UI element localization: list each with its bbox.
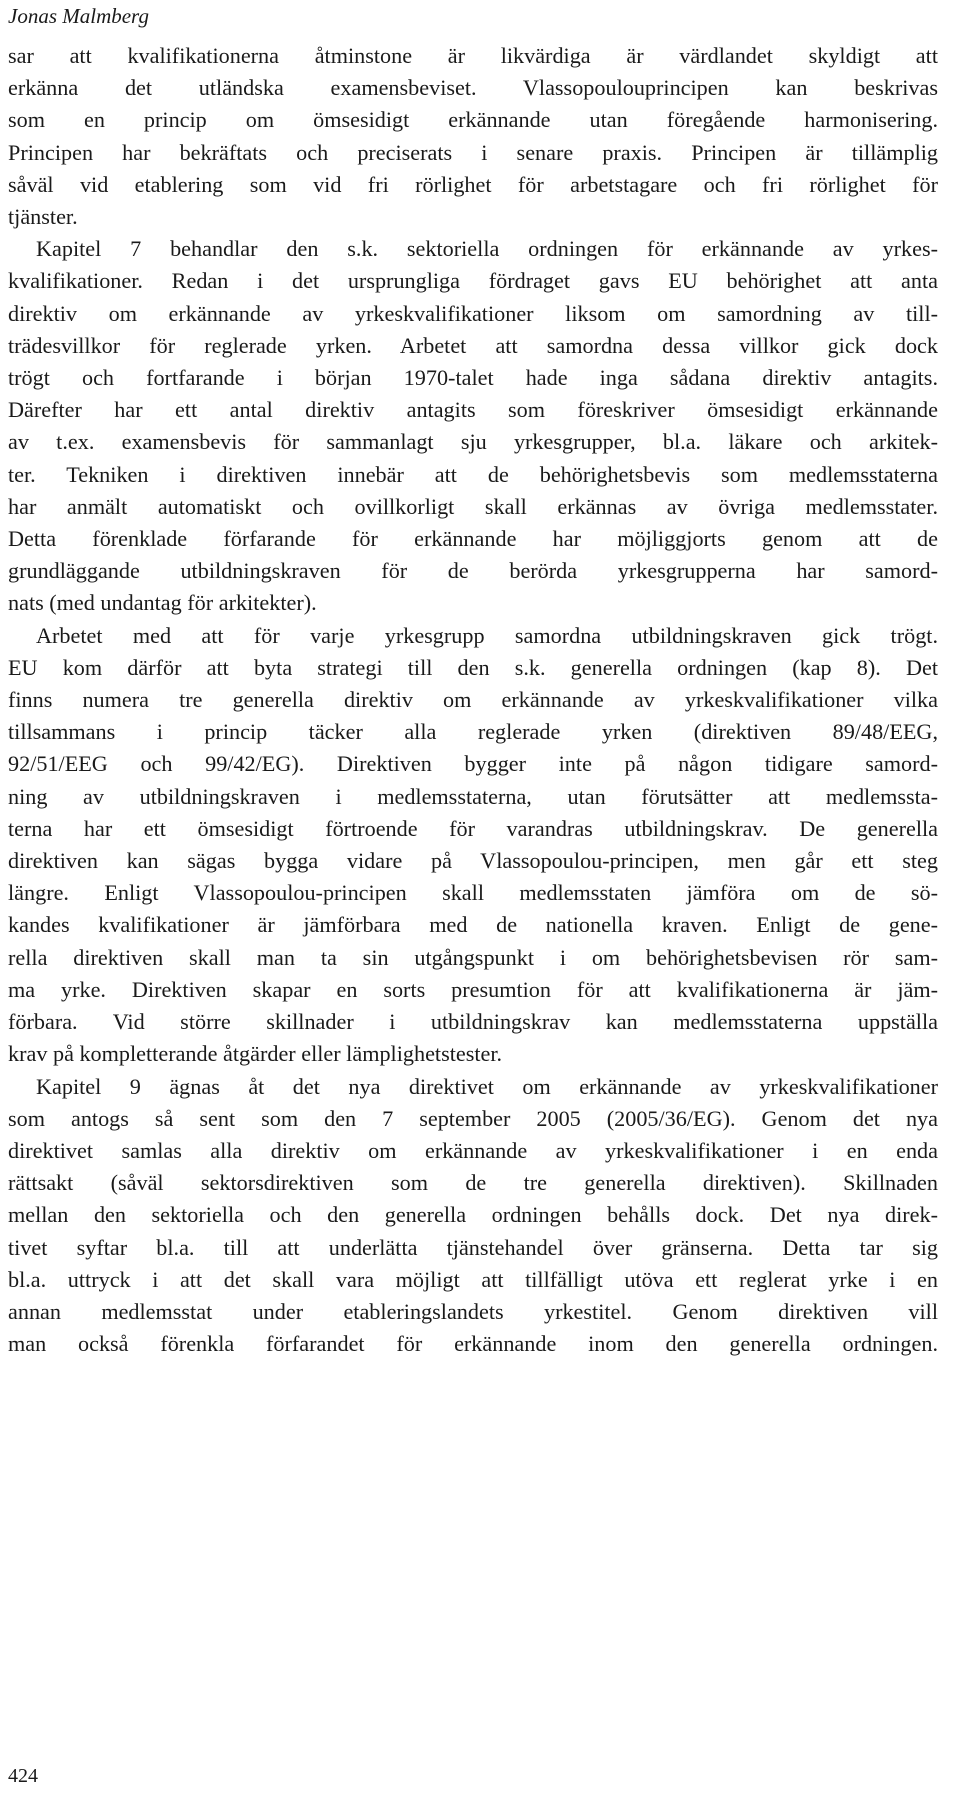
text-line: ter. Tekniken i direktiven innebär att de behörighetsbevis som medlemsstaterna <box>8 461 938 487</box>
text-line: 92/51/EEG och 99/42/EG). Direktiven bygger inte på någon tidigare samord- <box>8 751 938 777</box>
text-line: EU kom därför att byta strategi till den s.k. generella ordningen (kap 8). Det <box>8 654 938 680</box>
text-line: Kapitel 9 ägnas åt det nya direktivet om erkännande av yrkeskvalifikationer <box>36 1073 938 1099</box>
text-line: kvalifikationer. Redan i det ursprungliga fördraget gavs EU behörighet att anta <box>8 268 938 294</box>
text-line: rella direktiven skall man ta sin utgångspunkt i om behörighetsbevisen rör sam- <box>8 944 938 970</box>
text-line: grundläggande utbildningskraven för de berörda yrkesgrupperna har samord- <box>8 558 938 584</box>
text-line: tillsammans i princip täcker alla reglerade yrken (direktiven 89/48/EEG, <box>8 719 938 745</box>
text-line: nats (med undantag för arkitekter). <box>8 590 317 616</box>
text-line: såväl vid etablering som vid fri rörlighet för arbetstagare och fri rörlighet för <box>8 171 938 197</box>
text-line: som en princip om ömsesidigt erkännande utan föregående harmonisering. <box>8 107 938 133</box>
text-line: mellan den sektoriella och den generella ordningen behålls dock. Det nya direk- <box>8 1202 938 1228</box>
text-line: Arbetet med att för varje yrkesgrupp samordna utbildningskraven gick trögt. <box>36 622 938 648</box>
text-line: finns numera tre generella direktiv om erkännande av yrkeskvalifikationer vilka <box>8 687 938 713</box>
text-line: ma yrke. Direktiven skapar en sorts presumtion för att kvalifikationerna är jäm- <box>8 976 938 1002</box>
text-line: förbara. Vid större skillnader i utbildningskrav kan medlemsstaterna uppställa <box>8 1009 938 1035</box>
text-line: av t.ex. examensbevis för sammanlagt sju yrkesgrupper, bl.a. läkare och arkitek- <box>8 429 938 455</box>
text-line: Därefter har ett antal direktiv antagits som föreskriver ömsesidigt erkännande <box>8 397 938 423</box>
text-line: annan medlemsstat under etableringslandets yrkestitel. Genom direktiven vill <box>8 1298 938 1324</box>
running-head-author: Jonas Malmberg <box>8 4 149 28</box>
text-line: man också förenkla förfarandet för erkännande inom den generella ordningen. <box>8 1331 938 1357</box>
text-line: trädesvillkor för reglerade yrken. Arbetet att samordna dessa villkor gick dock <box>8 332 938 358</box>
text-line: tivet syftar bl.a. till att underlätta tjänstehandel över gränserna. Detta tar sig <box>8 1234 938 1260</box>
text-line: rättsakt (såväl sektorsdirektiven som de tre generella direktiven). Skillnaden <box>8 1170 938 1196</box>
text-line: krav på kompletterande åtgärder eller lämplighetstester. <box>8 1041 503 1067</box>
body-text <box>8 40 938 1360</box>
text-line: Principen har bekräftats och preciserats i senare praxis. Principen är tillämplig <box>8 139 938 165</box>
text-line: bl.a. uttryck i att det skall vara möjligt att tillfälligt utöva ett reglerat yrke i en <box>8 1266 938 1292</box>
text-line: direktiv om erkännande av yrkeskvalifikationer liksom om samordning av till- <box>8 300 938 326</box>
text-line: direktivet samlas alla direktiv om erkännande av yrkeskvalifikationer i en enda <box>8 1137 938 1163</box>
text-line: tjänster. <box>8 204 78 230</box>
text-line: har anmält automatiskt och ovillkorligt skall erkännas av övriga medlemsstater. <box>8 493 938 519</box>
text-line: terna har ett ömsesidigt förtroende för varandras utbildningskrav. De generella <box>8 815 938 841</box>
text-line: sar att kvalifikationerna åtminstone är likvärdiga är värdlandet skyldigt att <box>8 43 938 68</box>
text-line: längre. Enligt Vlassopoulou-principen skall medlemsstaten jämföra om de sö- <box>8 880 938 906</box>
text-line: trögt och fortfarande i början 1970-talet hade inga sådana direktiv antagits. <box>8 365 938 391</box>
text-line: Detta förenklade förfarande för erkännande har möjliggjorts genom att de <box>8 526 938 552</box>
text-line: kandes kvalifikationer är jämförbara med de nationella kraven. Enligt de gene- <box>8 912 938 938</box>
text-line: Kapitel 7 behandlar den s.k. sektoriella ordningen för erkännande av yrkes- <box>36 236 938 262</box>
text-line: ning av utbildningskraven i medlemsstaterna, utan förutsätter att medlemssta- <box>8 783 938 809</box>
text-line: erkänna det utländska examensbeviset. Vlassopoulouprincipen kan beskrivas <box>8 75 938 101</box>
text-line: direktiven kan sägas bygga vidare på Vlassopoulou-principen, men går ett steg <box>8 848 938 874</box>
page-number: 424 <box>8 1765 38 1787</box>
text-line: som antogs så sent som den 7 september 2005 (2005/36/EG). Genom det nya <box>8 1105 938 1131</box>
